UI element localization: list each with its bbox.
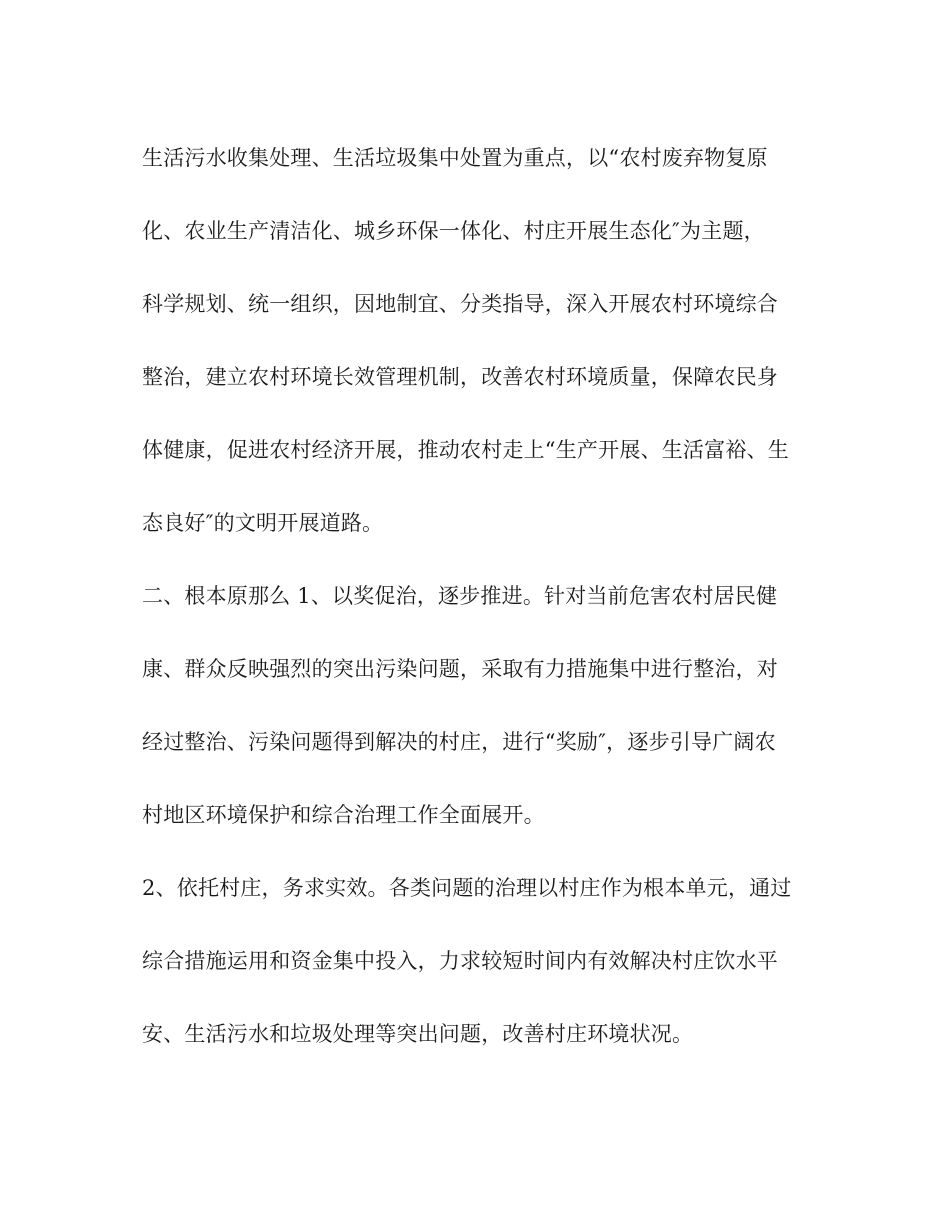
document-body <box>142 138 822 1087</box>
text-line: 综合措施运用和资金集中投入，力求较短时间内有效解决村庄饮水平 <box>142 949 778 973</box>
text-line: 康、群众反映强烈的突出污染问题，采取有力措施集中进行整治，对 <box>142 657 778 681</box>
text-line: 2、依托村庄，务求实效。各类问题的治理以村庄作为根本单元，通过 <box>142 876 792 900</box>
text-line: 村地区环境保护和综合治理工作全面展开。 <box>142 803 545 827</box>
text-line: 安、生活污水和垃圾处理等突出问题，改善村庄环境状况。 <box>142 1022 694 1046</box>
text-line: 化、农业生产清洁化、城乡环保一体化、村庄开展生态化″为主题， <box>142 219 765 243</box>
text-line: 生活污水收集处理、生活垃圾集中处置为重点，以“农村废弃物复原 <box>142 146 768 170</box>
text-line: 二、根本原那么 1、以奖促治，逐步推进。针对当前危害农村居民健 <box>142 584 778 608</box>
text-line: 体健康，促进农村经济开展，推动农村走上“生产开展、生活富裕、生 <box>142 438 789 462</box>
text-line: 整治，建立农村环境长效管理机制，改善农村环境质量，保障农民身 <box>142 365 778 389</box>
text-line: 态良好″的文明开展道路。 <box>142 511 384 535</box>
text-line: 经过整治、污染问题得到解决的村庄，进行“奖励″，逐步引导广阔农 <box>142 730 776 754</box>
text-line: 科学规划、统一组织，因地制宜、分类指导，深入开展农村环境综合 <box>142 292 778 316</box>
